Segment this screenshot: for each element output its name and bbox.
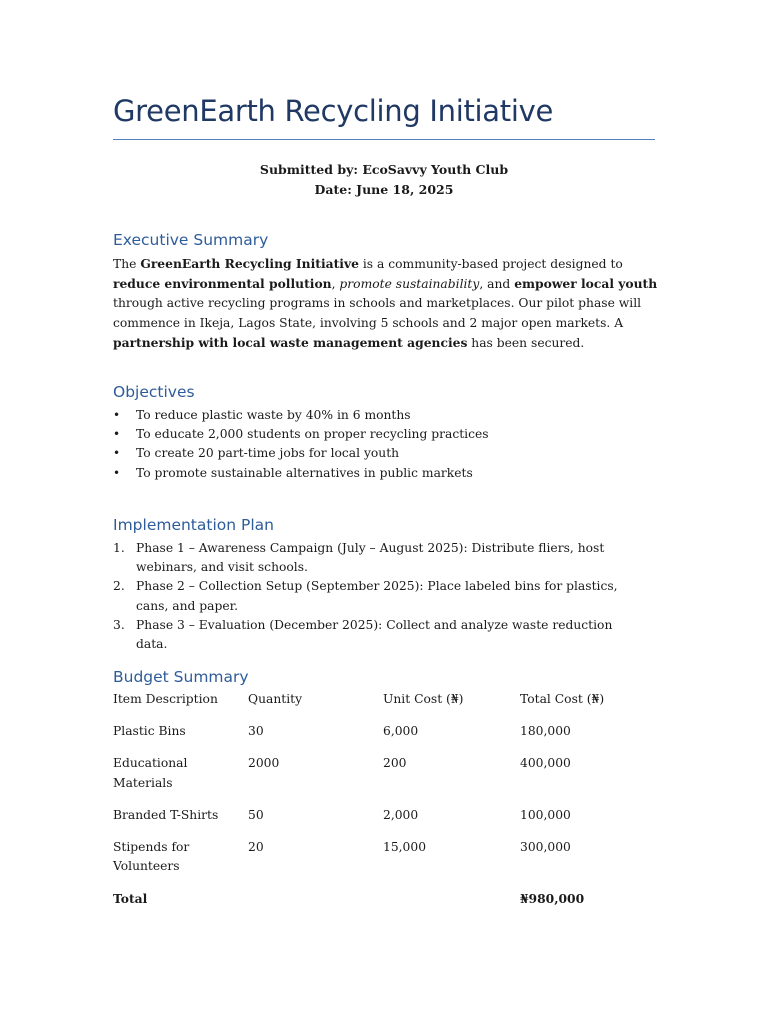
step-number: 2. — [113, 579, 125, 594]
budget-table — [113, 689, 655, 909]
column-header: Total Cost (₦) — [520, 692, 605, 706]
list-item — [113, 616, 643, 654]
submission-date: Date: June 18, 2025 — [314, 181, 454, 197]
table-cell: Plastic Bins — [113, 724, 186, 739]
executive-summary-paragraph — [113, 254, 658, 353]
objectives-heading: Objectives — [113, 383, 195, 401]
objective-text: To create 20 part-time jobs for local youth — [136, 446, 400, 461]
summary-text: , — [331, 277, 340, 292]
total-value: ₦980,000 — [520, 891, 585, 907]
list-item — [113, 425, 489, 444]
column-header: Item Description — [113, 692, 218, 706]
table-cell: 6,000 — [383, 724, 419, 739]
table-cell: 200 — [383, 756, 407, 771]
objectives-list — [113, 406, 489, 483]
table-cell: Branded T-Shirts — [113, 807, 219, 822]
table-cell: 30 — [248, 724, 264, 739]
summary-text: is a community-based project designed to — [358, 257, 623, 271]
step-number: 1. — [113, 541, 125, 555]
objective-text: To reduce plastic waste by 40% in 6 months — [136, 408, 411, 422]
executive-summary-heading: Executive Summary — [113, 231, 269, 249]
table-cell: Stipends for Volunteers — [113, 840, 190, 874]
total-label: Total — [113, 891, 148, 907]
objective-text: To promote sustainable alternatives in public markets — [136, 465, 473, 480]
implementation-steps-list — [113, 539, 643, 654]
table-cell: 15,000 — [383, 840, 427, 855]
implementation-plan-heading: Implementation Plan — [113, 516, 274, 534]
table-row — [113, 805, 655, 837]
column-header: Unit Cost (₦) — [383, 692, 464, 706]
title-divider — [113, 139, 655, 140]
column-header: Quantity — [248, 692, 303, 706]
table-header-row — [113, 689, 655, 721]
table-cell: 180,000 — [520, 724, 571, 739]
summary-text: , and — [479, 277, 515, 292]
bullet-icon: • — [113, 408, 121, 422]
table-cell: 20 — [248, 840, 264, 855]
bullet-icon: • — [113, 446, 121, 461]
summary-bold-project: GreenEarth Recycling Initiative — [140, 256, 359, 271]
summary-text: has been secured. — [467, 335, 585, 350]
summary-italic-goal: promote sustainability — [339, 277, 480, 292]
table-cell: 50 — [248, 807, 264, 822]
table-cell: 100,000 — [520, 807, 571, 822]
budget-summary-heading: Budget Summary — [113, 668, 249, 686]
document-title: GreenEarth Recycling Initiative — [113, 94, 553, 128]
table-cell: 2,000 — [383, 807, 419, 822]
summary-bold-youth: empower local youth — [514, 276, 658, 292]
step-number: 3. — [113, 617, 125, 632]
list-item — [113, 539, 643, 577]
table-row — [113, 837, 655, 888]
summary-text: through active recycling programs in schools and marketplaces. Our pilot phase will commence in Ikeja, Lagos State, involving 5 schools and 2 major open markets. A — [113, 296, 642, 330]
summary-text: The — [113, 257, 141, 271]
table-cell-empty — [383, 888, 520, 908]
total-row — [113, 888, 655, 908]
submitted-by: Submitted by: EcoSavvy Youth Club — [259, 162, 509, 177]
table-row — [113, 721, 655, 753]
table-row — [113, 753, 655, 804]
step-text: Phase 2 – Collection Setup (September 2025): Place labeled bins for plastics, cans, and paper. — [136, 579, 618, 613]
table-cell: 2000 — [248, 756, 280, 771]
summary-bold-goal: reduce environmental pollution — [113, 276, 332, 292]
table-cell-empty — [248, 888, 383, 908]
list-item — [113, 406, 489, 425]
table-cell: 400,000 — [520, 756, 571, 771]
list-item — [113, 464, 489, 483]
list-item — [113, 444, 489, 463]
summary-bold-partnership: partnership with local waste management agencies — [113, 334, 468, 350]
table-cell: Educational Materials — [113, 756, 188, 790]
bullet-icon: • — [113, 465, 121, 480]
step-text: Phase 3 – Evaluation (December 2025): Collect and analyze waste reduction data. — [136, 617, 613, 652]
table-cell: 300,000 — [520, 840, 571, 855]
list-item — [113, 577, 643, 615]
step-text: Phase 1 – Awareness Campaign (July – August 2025): Distribute fliers, host webinars, and visit schools. — [136, 541, 605, 575]
objective-text: To educate 2,000 students on proper recycling practices — [136, 427, 489, 442]
bullet-icon: • — [113, 427, 121, 442]
submission-info — [113, 160, 655, 199]
